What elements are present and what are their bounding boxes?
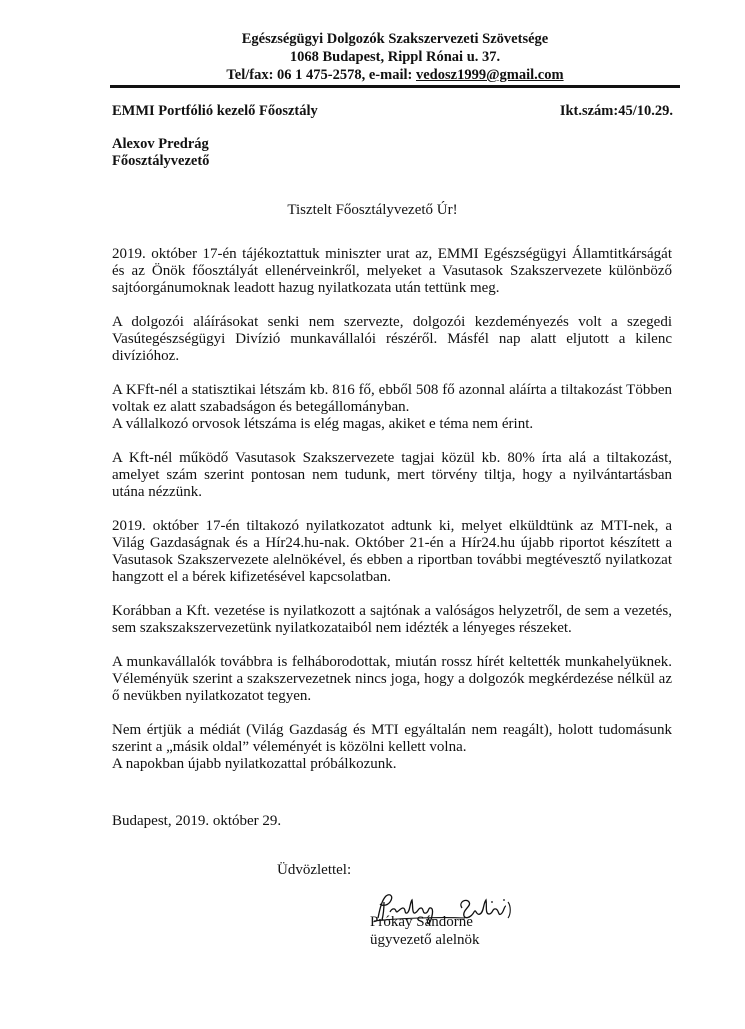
recipient-title: Főosztályvezető — [112, 153, 210, 169]
paragraph: A munkavállalók továbbra is felháborodottak, miután rossz hírét keltették munkahelyüknek. Véleményük szerint a szakszervezetnek nincs joga, hogy a dolgozók megkérdezése nélkül az ő nevükben nyilatkozatot tegyen. — [112, 654, 672, 704]
paragraph — [112, 722, 672, 773]
paragraph: Korábban a Kft. vezetése is nyilatkozott a sajtónak a valóságos helyzetről, de sem a vezetés, sem szakszakszervezetünk nyilatkozataiból nem idézték a lényeges részeket. — [112, 603, 672, 636]
closing-greeting: Üdvözlettel: — [277, 862, 352, 878]
place-and-date: Budapest, 2019. október 29. — [112, 813, 282, 829]
recipient-name: Alexov Predrág — [112, 136, 209, 152]
paragraph: A Kft-nél működő Vasutasok Szakszervezete tagjai közül kb. 80% írta alá a tiltakozást, amelyet szám szerint pontosan nem tudunk, mert törvény tiltja, hogy a nyilvántartásban utána nézzünk. — [112, 450, 672, 500]
letter-body — [112, 246, 672, 790]
recipient-block — [112, 136, 209, 170]
paragraph-line: A KFft-nél a statisztikai létszám kb. 816 fő, ebből 508 fő azonnal aláírta a tiltakozást Többen voltak ez alatt szabadságon és betegállományban. — [112, 382, 672, 415]
paragraph-line: Nem értjük a médiát (Világ Gazdaság és MTI egyáltalán nem reagált), holott tudomásunk szerint a „másik oldal” véleményét is közölni kellett volna. — [112, 722, 672, 755]
paragraph — [112, 382, 672, 433]
letterhead-divider — [110, 85, 680, 88]
signer-name: Prókay Sándorné — [370, 914, 473, 930]
letterhead — [110, 30, 680, 84]
organization-address: 1068 Budapest, Rippl Rónai u. 37. — [289, 49, 501, 65]
paragraph: 2019. október 17-én tájékoztattuk miniszter urat az, EMMI Egészségügyi Államtitkárságát és az Önök főosztályát ellenérveinkről, melyeket a Vasutasok Szakszervezete különböző sajtóorgánumoknak leadott hazug nyilatkozata után tettünk meg. — [112, 246, 672, 296]
paragraph: 2019. október 17-én tiltakozó nyilatkozatot adtunk ki, melyet elküldtünk az MTI-nek, a Világ Gazdaságnak és a Hír24.hu-nak. Október 21-én a Hír24.hu újabb riportot készített a Vasutasok Szakszervezete alelnökével, és ebben a riportban további megtévesztő nyilatkozat hangzott el a bérek kifizetésével kapcsolatban. — [112, 518, 672, 585]
signature-block — [370, 888, 530, 958]
paragraph-line: A napokban újabb nyilatkozattal próbálkozunk. — [112, 756, 397, 772]
recipient-department: EMMI Portfólió kezelő Főosztály — [112, 103, 318, 119]
email-link[interactable]: vedosz1999@gmail.com — [415, 67, 564, 83]
signer-title: ügyvezető alelnök — [370, 932, 480, 948]
contact-phone: Tel/fax: 06 1 475-2578, e-mail: — [226, 67, 416, 83]
salutation: Tisztelt Főosztályvezető Úr! — [287, 202, 458, 218]
organization-contact — [110, 66, 680, 84]
organization-name: Egészségügyi Dolgozók Szakszervezeti Szövetsége — [241, 31, 549, 47]
reference-number: Ikt.szám:45/10.29. — [559, 103, 673, 119]
paragraph-line: A vállalkozó orvosok létszáma is elég magas, akiket e téma nem érint. — [112, 416, 534, 432]
paragraph: A dolgozói aláírásokat senki nem szervezte, dolgozói kezdeményezés volt a szegedi Vasútegészségügyi Divízió munkavállalói részéről. Másfél nap alatt eljutott a kilenc divízióhoz. — [112, 314, 672, 364]
